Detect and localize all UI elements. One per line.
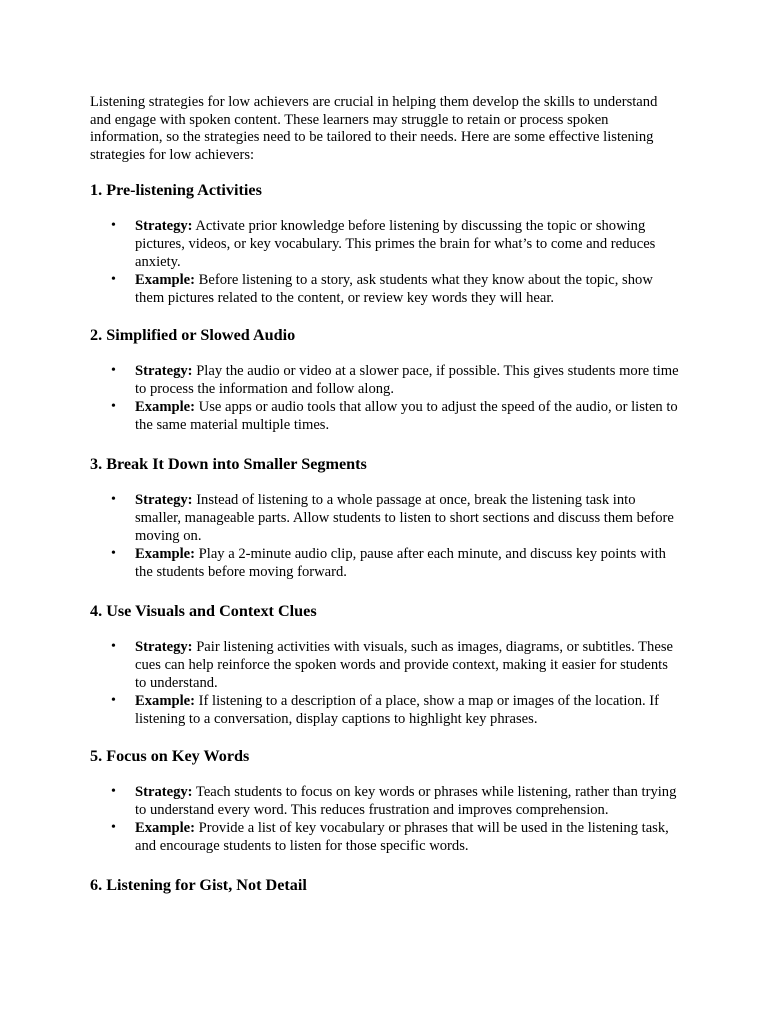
section-5 [90,746,682,855]
point-text: Play the audio or video at a slower pace, if possible. This gives students more time to process the information and follow along. [135,363,679,398]
point-term: Example: [135,693,195,710]
bullet-list [90,638,682,728]
point-term: Example: [135,546,195,563]
bullet-icon: • [111,492,116,508]
point-text: Provide a list of key vocabulary or phrases that will be used in the listening task, and encourage students to listen for those specific words. [135,820,669,855]
intro-paragraph: Listening strategies for low achievers are crucial in helping them develop the skills to understand and engage with spoken content. These learners may struggle to retain or process spoken information, so the strategies need to be tailored to their needs. Here are some effective listening strategies for low achievers: [90,94,658,163]
point-text: Before listening to a story, ask students what they know about the topic, show them pictures related to the content, or review key words they will hear. [135,272,653,307]
bullet-list [90,491,682,581]
point-term: Example: [135,820,195,837]
bullet-icon: • [111,218,116,234]
list-item [111,819,682,855]
section-heading: 3. Break It Down into Smaller Segments [90,455,367,474]
list-item [111,783,682,819]
section-heading: 6. Listening for Gist, Not Detail [90,876,307,895]
point-text: Play a 2-minute audio clip, pause after each minute, and discuss key points with the students before moving forward. [135,546,666,581]
point-term: Strategy: [135,218,193,235]
section-heading: 2. Simplified or Slowed Audio [90,326,296,345]
bullet-icon: • [111,820,116,836]
section-2 [90,325,682,434]
bullet-icon: • [111,272,116,288]
bullet-icon: • [111,693,116,709]
list-item [111,545,682,581]
bullet-icon: • [111,784,116,800]
point-text: If listening to a description of a place, show a map or images of the location. If listening to a conversation, display captions to highlight key phrases. [135,693,660,728]
bullet-icon: • [111,639,116,655]
document-page [90,94,682,895]
point-term: Example: [135,272,195,289]
list-item [111,398,682,434]
section-heading: 1. Pre-listening Activities [90,181,262,200]
list-item [111,491,682,545]
sections-container [90,180,682,895]
bullet-list [90,362,682,434]
point-text: Use apps or audio tools that allow you to adjust the speed of the audio, or listen to the same material multiple times. [135,399,678,434]
list-item [111,217,682,271]
section-4 [90,601,682,728]
point-term: Strategy: [135,492,193,509]
list-item [111,362,682,398]
section-3 [90,454,682,581]
point-term: Strategy: [135,363,193,380]
section-heading: 5. Focus on Key Words [90,747,250,766]
list-item [111,638,682,692]
bullet-icon: • [111,546,116,562]
section-heading: 4. Use Visuals and Context Clues [90,602,317,621]
bullet-list [90,783,682,855]
point-term: Example: [135,399,195,416]
point-text: Instead of listening to a whole passage at once, break the listening task into smaller, manageable parts. Allow students to listen to short sections and discuss them before moving on. [135,492,674,545]
section-1 [90,180,682,307]
point-text: Pair listening activities with visuals, such as images, diagrams, or subtitles. These cues can help reinforce the spoken words and provide context, making it easier for students to understand. [135,639,673,692]
list-item [111,271,682,307]
section-6 [90,875,682,895]
bullet-list [90,217,682,307]
point-term: Strategy: [135,784,193,801]
bullet-icon: • [111,399,116,415]
list-item [111,692,682,728]
point-text: Activate prior knowledge before listening by discussing the topic or showing pictures, videos, or key vocabulary. This primes the brain for what’s to come and reduces anxiety. [135,218,656,271]
point-term: Strategy: [135,639,193,656]
bullet-icon: • [111,363,116,379]
point-text: Teach students to focus on key words or phrases while listening, rather than trying to understand every word. This reduces frustration and improves comprehension. [135,784,677,819]
